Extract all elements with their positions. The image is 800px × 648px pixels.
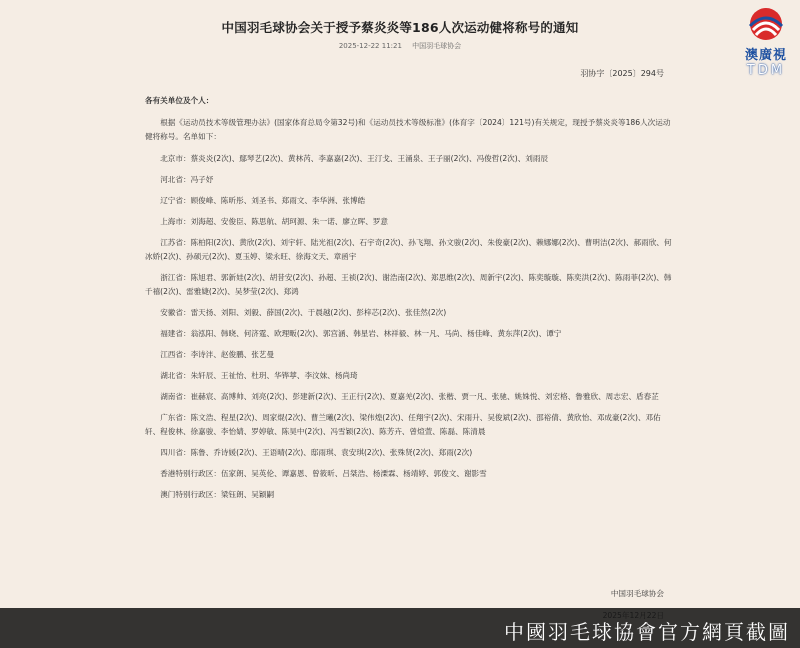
region-label: 北京市： bbox=[160, 154, 191, 163]
region-item bbox=[145, 173, 675, 187]
region-item bbox=[145, 390, 675, 404]
region-names: 梁钰朗、吴颖嗣 bbox=[220, 490, 275, 499]
region-label: 河北省： bbox=[160, 175, 191, 184]
region-item bbox=[145, 488, 675, 502]
region-names: 陈柏阳(2次)、黄欣(2次)、刘宇轩、陆光祖(2次)、石宇奇(2次)、孙飞翔、孙文骏(2次)、朱俊豪(2次)、赖娜娜(2次)、曹明洁(2次)、郝雨欣、何冰娇(2次)、孙硕元(2次)、夏玉婷、梁永旺、徐海文天、章函宇 bbox=[145, 238, 672, 261]
region-names: 翁泓阳、韩晓、何济霆、欧理畈(2次)、郭宫涵、韩星岩、林祥毅、林一凡、马尚、杨佳峰、黄东萍(2次)、谭宁 bbox=[190, 329, 562, 338]
region-label: 福建省： bbox=[160, 329, 191, 338]
logo-cn-text: 澳廣視 bbox=[744, 48, 787, 63]
notice-title: 中国羽毛球协会关于授予蔡炎炎等186人次运动健将称号的通知 bbox=[221, 20, 579, 35]
region-item bbox=[145, 369, 675, 383]
region-item bbox=[145, 446, 675, 460]
publish-source: 中国羽毛球协会 bbox=[412, 42, 462, 50]
region-label: 江西省： bbox=[160, 350, 191, 359]
region-names: 陈鲁、乔诗媛(2次)、王语晴(2次)、邸雨琪、袁安琪(2次)、张殊贤(2次)、郑雨(2次) bbox=[190, 448, 473, 457]
region-label: 上海市： bbox=[160, 217, 191, 226]
region-item bbox=[145, 236, 675, 264]
region-names: 雷天扬、刘阳、刘毅、薛国(2次)、于晨越(2次)、彭梓芯(2次)、张佳然(2次) bbox=[190, 308, 447, 317]
region-item bbox=[145, 306, 675, 320]
region-names: 刘海超、安俊臣、陈思航、胡珂源、朱一诺、廖立晖、罗意 bbox=[190, 217, 388, 226]
tdm-logo bbox=[736, 6, 796, 84]
region-label: 澳门特别行政区： bbox=[160, 490, 221, 499]
region-item bbox=[145, 215, 675, 229]
region-item bbox=[145, 467, 675, 481]
region-label: 浙江省： bbox=[160, 273, 191, 282]
region-names: 伍家朗、吴英伦、谭嘉恩、曾筱昕、吕桀浩、杨溧霖、杨靖婷、郭俊文、谢影雪 bbox=[220, 469, 487, 478]
region-names: 朱轩辰、王祉怡、杜玥、华铧葶、李汶妹、杨尚琦 bbox=[190, 371, 358, 380]
region-list bbox=[145, 152, 675, 502]
region-names: 陈旭君、郭新娃(2次)、胡昔安(2次)、孙超、王祯(2次)、谢浩南(2次)、郑思维(2次)、周新宇(2次)、陈奕璇璇、陈奕洪(2次)、陈雨菲(2次)、韩千禧(2次)、雷雅婕(2次)、吴梦莹(2次)、郑鸿 bbox=[145, 273, 672, 296]
signature: 中国羽毛球协会 bbox=[610, 589, 664, 598]
region-label: 江苏省： bbox=[160, 238, 191, 247]
region-names: 顾俊峰、陈昕彤、刘圣书、郑雨文、李华洲、张博皓 bbox=[190, 196, 366, 205]
region-names: 李诗沣、赵俊鹏、张艺曼 bbox=[190, 350, 275, 359]
region-names: 冯子妤 bbox=[190, 175, 214, 184]
region-label: 湖南省： bbox=[160, 392, 191, 401]
region-label: 辽宁省： bbox=[160, 196, 191, 205]
region-label: 安徽省： bbox=[160, 308, 191, 317]
document-number: 羽协字〔2025〕294号 bbox=[580, 69, 664, 78]
publish-time: 2025-12-22 11:21 bbox=[338, 42, 402, 50]
region-item bbox=[145, 152, 675, 166]
salutation: 各有关单位及个人： bbox=[145, 96, 214, 105]
region-names: 蔡炎炎(2次)、鄢琴艺(2次)、黄林芮、李嘉嘉(2次)、王汀戈、王涌泉、王子丽(2次)、冯俊哲(2次)、刘雨辰 bbox=[190, 154, 549, 163]
region-label: 广东省： bbox=[160, 413, 191, 422]
logo-en-text: TDM bbox=[746, 63, 786, 78]
region-item bbox=[145, 194, 675, 208]
notice-meta bbox=[0, 41, 800, 51]
caption-bar bbox=[0, 608, 800, 648]
notice-body bbox=[145, 94, 675, 509]
region-label: 四川省： bbox=[160, 448, 191, 457]
caption-text: 中國羽毛球協會官方網頁截圖 bbox=[504, 620, 790, 644]
tdm-logo-icon bbox=[748, 6, 784, 42]
region-item bbox=[145, 348, 675, 362]
region-item bbox=[145, 271, 675, 299]
region-label: 香港特别行政区： bbox=[160, 469, 221, 478]
region-names: 陈文浩、程星(2次)、周家焜(2次)、曹兰曦(2次)、梁伟煌(2次)、任翔宇(2次)、宋雨升、吴俊斌(2次)、邵裕倩、黄欣怡、邓成豪(2次)、邓佑轩、程俊林、徐嘉骏、李怡婧、罗婷敏、陈昊中(2次)、冯雪颖(2次)、陈芳卉、曾煊萱、陈磊、陈清晨 bbox=[145, 413, 661, 436]
region-names: 崔赫宸、高博帅、刘亮(2次)、彭建新(2次)、王正行(2次)、夏嘉羌(2次)、张楷、贾一凡、张驰、姚姝悦、刘宏格、鲁雅欣、周志宏、盾春芷 bbox=[190, 392, 659, 401]
region-item bbox=[145, 327, 675, 341]
region-item bbox=[145, 411, 675, 439]
intro-paragraph: 根据《运动员技术等级管理办法》(国家体育总局令第32号)和《运动员技术等级标准》(体育字〔2024〕121号)有关规定，现授予蔡炎炎等186人次运动健将称号。名单如下： bbox=[145, 118, 671, 141]
region-label: 湖北省： bbox=[160, 371, 191, 380]
